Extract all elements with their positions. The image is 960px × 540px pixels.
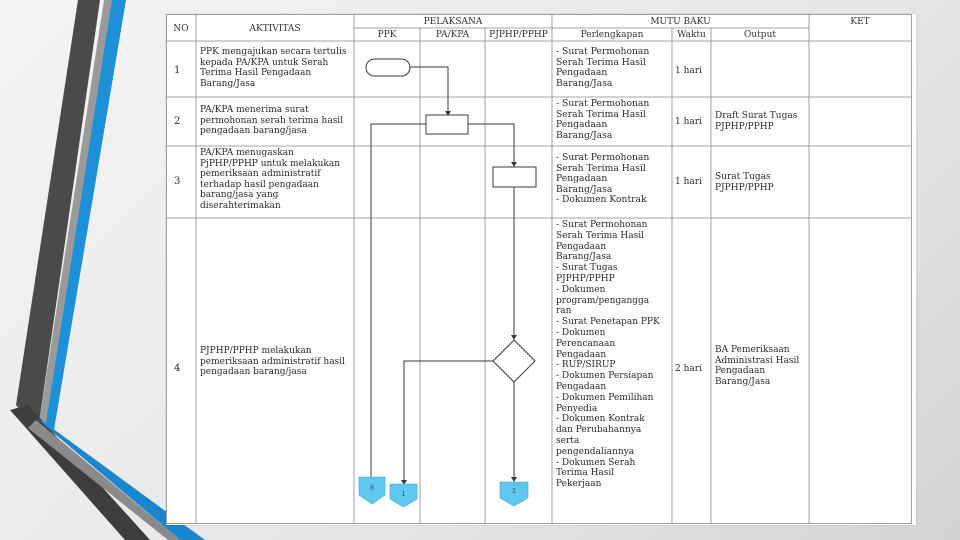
row-4-output: BA Pemeriksaan Administrasi Hasil Pengadaan Barang/Jasa (715, 345, 800, 387)
header-mutu-baku: MUTU BAKU (650, 17, 711, 27)
row-2-waktu: 1 hari (675, 117, 702, 127)
header-output: Output (744, 30, 776, 40)
connector-right-label: 2 (512, 488, 516, 495)
connector-left-label: 6 (370, 485, 374, 492)
row-3-no: 3 (174, 176, 181, 187)
row-1-aktivitas: PPK mengajukan secara tertulis kepada PA/KPA untuk Serah Terima Hasil Pengadaan Barang/Jasa (200, 47, 347, 89)
header-pelaksana: PELAKSANA (423, 17, 483, 27)
decision-diamond (493, 340, 535, 382)
header-ppk: PPK (377, 30, 397, 40)
table-grid (166, 14, 916, 525)
connector-middle-label: 1 (401, 491, 406, 498)
row-4-aktivitas: PJPHP/PPHP melakukan pemeriksaan administratif hasil pengadaan barang/jasa (200, 346, 345, 378)
header-pa-kpa: PA/KPA (435, 30, 470, 40)
row-4-perlengkapan: - Surat Permohonan Serah Terima Hasil Pengadaan Barang/Jasa - Surat Tugas PJPHP/PPHP - Dokumen program/penganggа ran - Surat Penetapan PPK - Dokumen Perencanaan Pengadaan - RUP/SIRUP - Dokumen Persiapan Pengadaan - Dokumen Pemilihan Penyedia - Dokumen Kontrak dan Perubahannya serta pengendaliannya - Dokumen Serah Terima Hasil Pekerjaan (556, 220, 660, 490)
header-ket: KET (850, 17, 870, 27)
sop-document (166, 14, 916, 525)
row-2-aktivitas: PA/KPA menerima surat permohonan serah terima hasil pengadaan barang/jasa (200, 105, 344, 137)
row-2-output: Draft Surat Tugas PJPHP/PPHP (715, 111, 798, 132)
row-1-waktu: 1 hari (675, 66, 702, 76)
row-1-no: 1 (174, 65, 181, 76)
row-3-output: Surat Tugas PJPHP/PPHP (715, 172, 774, 193)
row-3-aktivitas: PA/KPA menugaskan PjPHP/PPHP untuk melakukan pemeriksaan administratif terhadap hasil pengadaan barang/jasa yang diserahterimakan (200, 148, 341, 211)
start-terminator (366, 59, 410, 76)
process-pa-kpa (426, 115, 468, 134)
row-3-perlengkapan: - Surat Permohonan Serah Terima Hasil Pengadaan Barang/Jasa - Dokumen Kontrak (556, 152, 650, 206)
header-perlengkapan: Perlengkapan (580, 30, 644, 40)
process-pjphp (493, 167, 536, 187)
header-pjphp: PJPHP/PPHP (489, 30, 548, 40)
header-waktu: Waktu (677, 30, 706, 40)
row-3-waktu: 1 hari (675, 177, 702, 187)
row-4-no: 4 (174, 363, 181, 374)
row-2-perlengkapan: - Surat Permohonan Serah Terima Hasil Pengadaan Barang/Jasa (556, 98, 650, 141)
flowchart (366, 59, 536, 487)
row-4-waktu: 2 hari (675, 364, 702, 374)
row-2-no: 2 (174, 116, 181, 127)
header-no: NO (173, 24, 189, 34)
header-aktivitas: AKTIVITAS (249, 24, 301, 34)
row-1-perlengkapan: - Surat Permohonan Serah Terima Hasil Pengadaan Barang/Jasa (556, 46, 650, 89)
